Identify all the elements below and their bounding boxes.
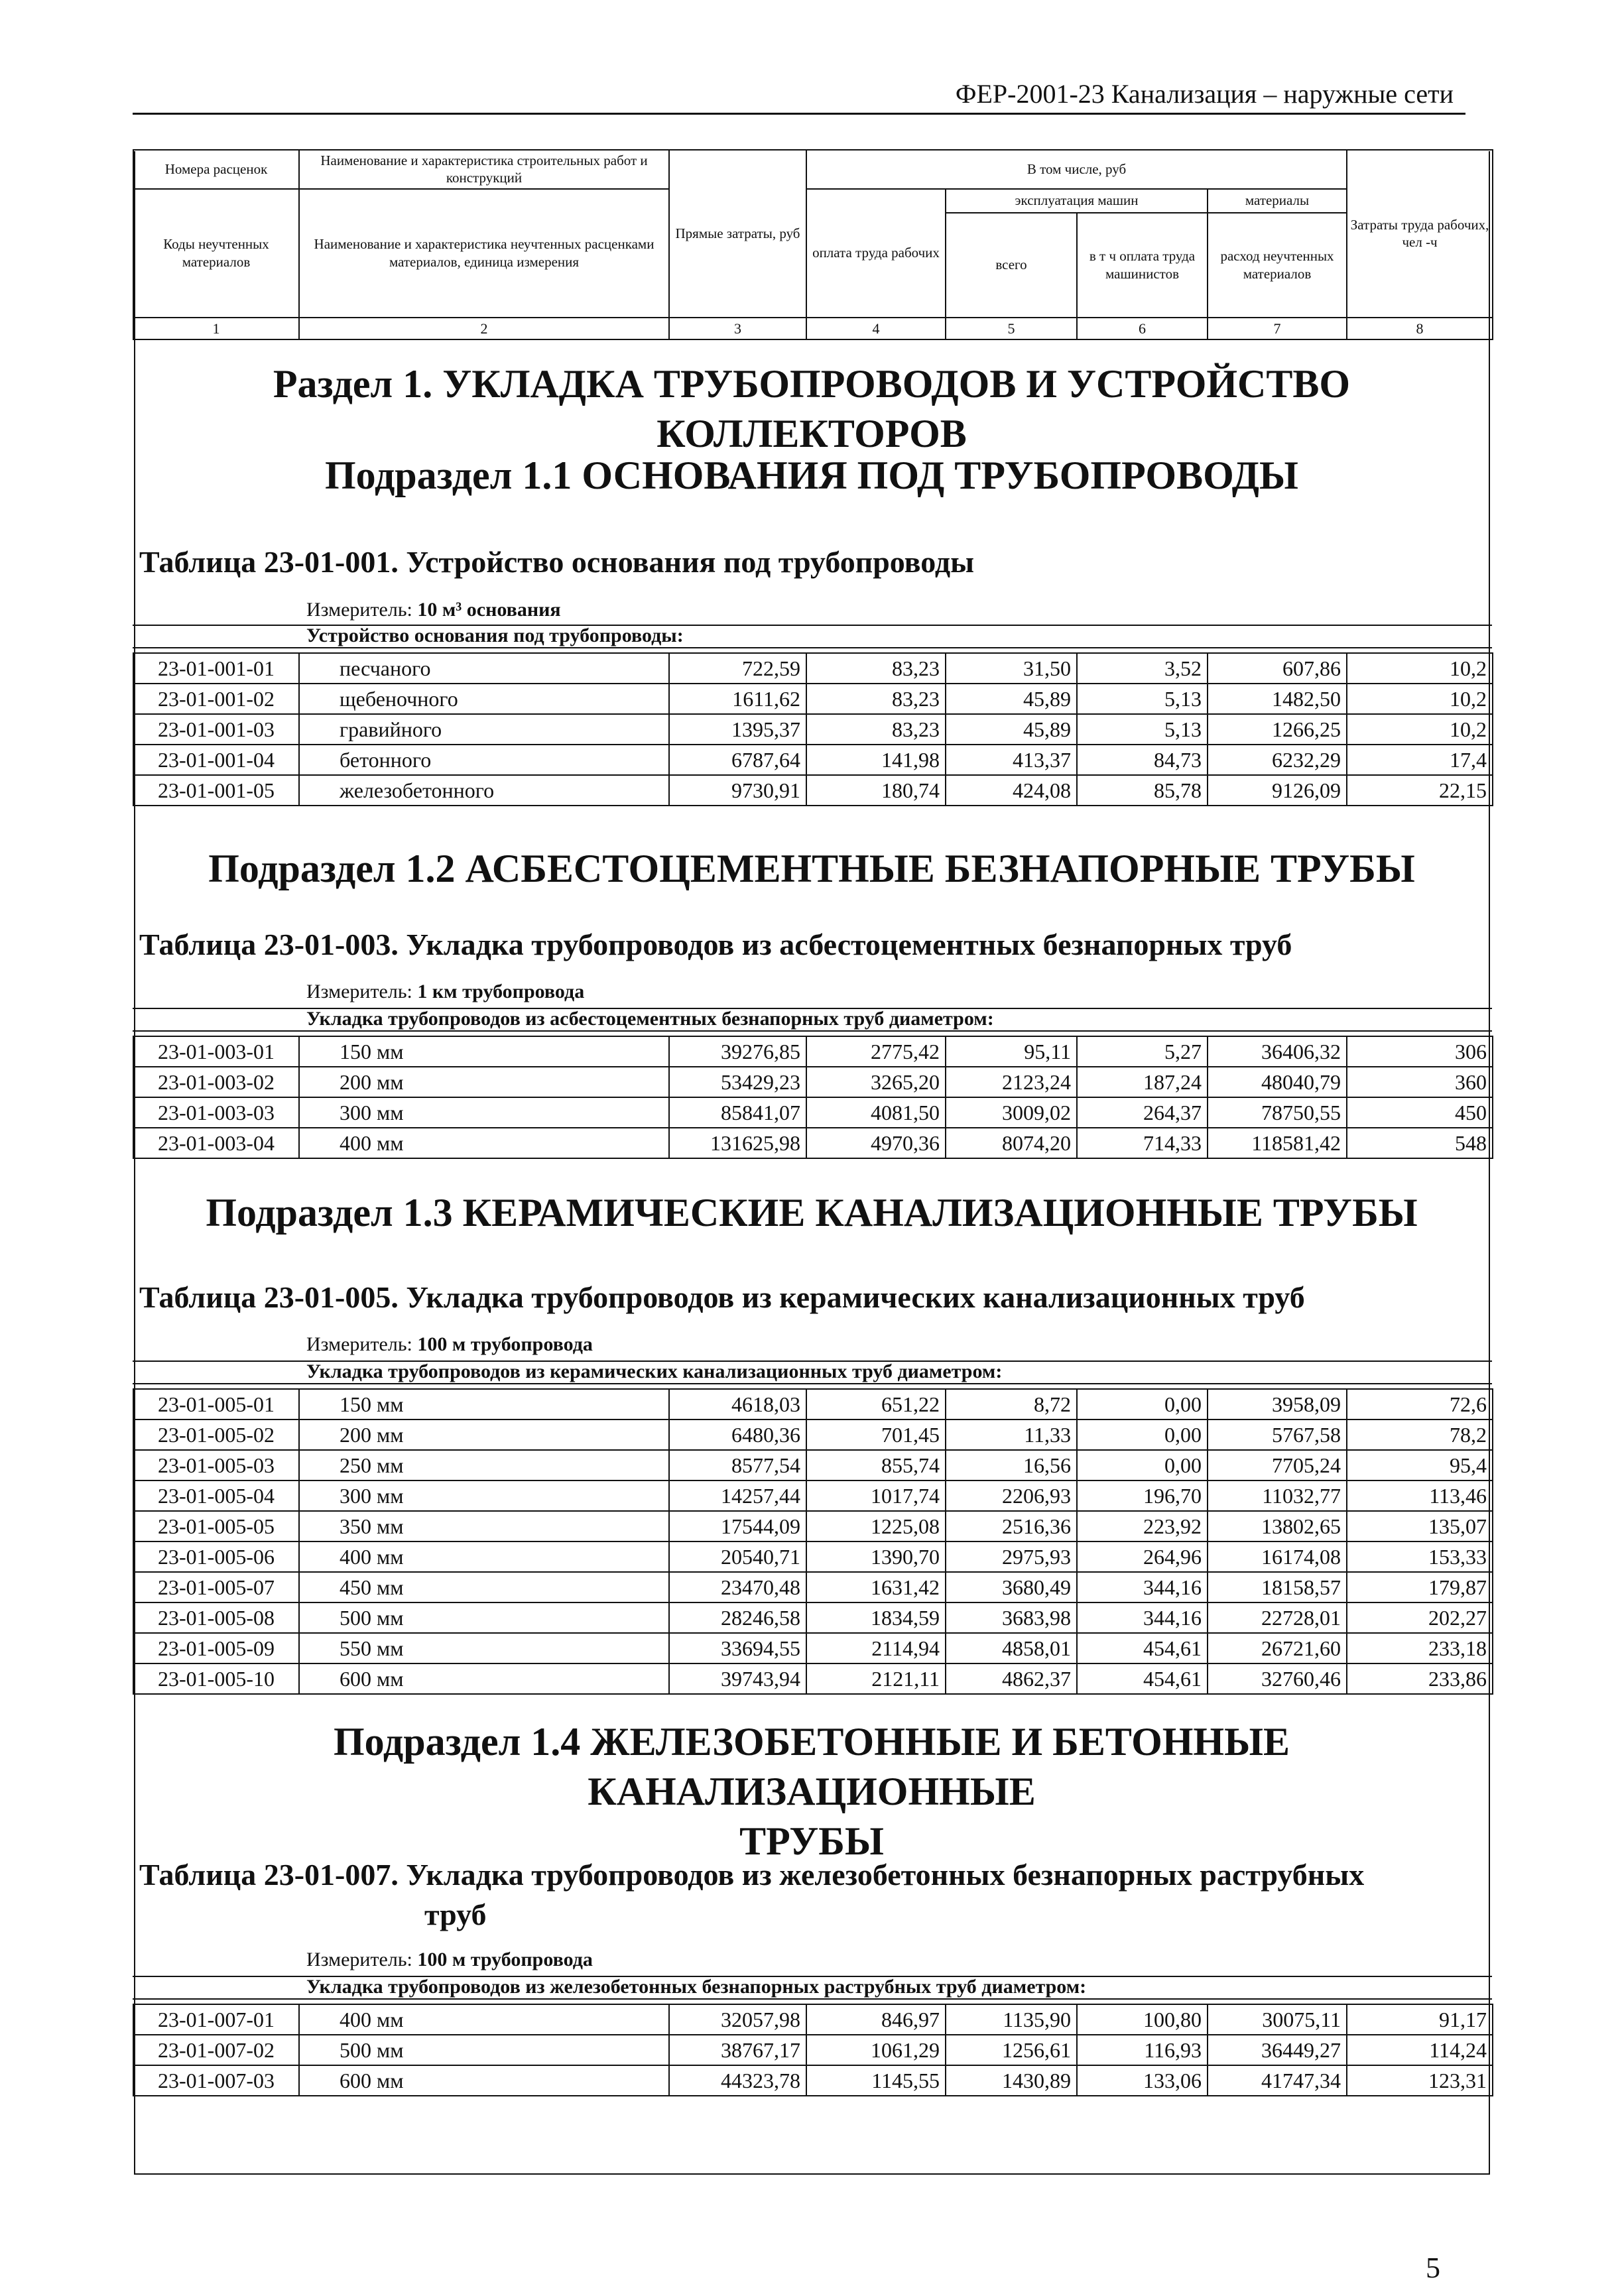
direct-cost: 131625,98 bbox=[669, 1128, 806, 1158]
labor-hours: 17,4 bbox=[1347, 745, 1493, 775]
materials-cost: 1482,50 bbox=[1208, 684, 1347, 714]
machines-total: 3680,49 bbox=[946, 1572, 1077, 1602]
group-label: Укладка трубопроводов из керамических канализационных труб диаметром: bbox=[133, 1360, 1492, 1384]
group-label: Устройство основания под трубопроводы: bbox=[133, 625, 1492, 648]
machinist-pay: 116,93 bbox=[1077, 2035, 1208, 2065]
machinist-pay: 5,13 bbox=[1077, 714, 1208, 745]
labor-hours: 91,17 bbox=[1347, 2004, 1493, 2035]
direct-cost: 23470,48 bbox=[669, 1572, 806, 1602]
worker-pay: 855,74 bbox=[806, 1450, 946, 1480]
header-machines-total: всего bbox=[946, 213, 1077, 318]
header-including: В том числе, руб bbox=[806, 150, 1347, 189]
machines-total: 1430,89 bbox=[946, 2065, 1077, 2096]
worker-pay: 2775,42 bbox=[806, 1036, 946, 1067]
rate-code: 23-01-001-01 bbox=[133, 653, 299, 684]
group-label: Укладка трубопроводов из железобетонных безнапорных раструбных труб диаметром: bbox=[133, 1976, 1492, 2000]
materials-cost: 9126,09 bbox=[1208, 775, 1347, 806]
labor-hours: 233,18 bbox=[1347, 1633, 1493, 1663]
direct-cost: 33694,55 bbox=[669, 1633, 806, 1663]
machinist-pay: 85,78 bbox=[1077, 775, 1208, 806]
labor-hours: 113,46 bbox=[1347, 1480, 1493, 1511]
table-row bbox=[133, 1128, 1493, 1158]
machinist-pay: 0,00 bbox=[1077, 1389, 1208, 1420]
column-number: 5 bbox=[946, 318, 1077, 340]
rate-code: 23-01-003-02 bbox=[133, 1067, 299, 1097]
rate-name: гравийного bbox=[299, 714, 669, 745]
header-labor-costs: Затраты труда рабочих, чел -ч bbox=[1347, 150, 1493, 318]
header-material-consumption: расход неучтенных материалов bbox=[1208, 213, 1347, 318]
direct-cost: 39276,85 bbox=[669, 1036, 806, 1067]
machinist-pay: 454,61 bbox=[1077, 1633, 1208, 1663]
header-divider bbox=[133, 113, 1465, 115]
subsection-title: Подраздел 1.3 КЕРАМИЧЕСКИЕ КАНАЛИЗАЦИОННЫЕ ТРУБЫ bbox=[206, 1191, 1418, 1235]
materials-cost: 41747,34 bbox=[1208, 2065, 1347, 2096]
table-row bbox=[133, 1511, 1493, 1541]
machines-total: 11,33 bbox=[946, 1420, 1077, 1450]
materials-cost: 18158,57 bbox=[1208, 1572, 1347, 1602]
labor-hours: 548 bbox=[1347, 1128, 1493, 1158]
machines-total: 1135,90 bbox=[946, 2004, 1077, 2035]
document-header: ФЕР-2001-23 Канализация – наружные сети bbox=[955, 79, 1454, 109]
materials-cost: 13802,65 bbox=[1208, 1511, 1347, 1541]
direct-cost: 6480,36 bbox=[669, 1420, 806, 1450]
machines-total: 1256,61 bbox=[946, 2035, 1077, 2065]
rate-name: 150 мм bbox=[299, 1036, 669, 1067]
rate-name: 550 мм bbox=[299, 1633, 669, 1663]
machinist-pay: 344,16 bbox=[1077, 1572, 1208, 1602]
table-row bbox=[133, 714, 1493, 745]
machinist-pay: 84,73 bbox=[1077, 745, 1208, 775]
machinist-pay: 3,52 bbox=[1077, 653, 1208, 684]
rate-code: 23-01-001-02 bbox=[133, 684, 299, 714]
table-row bbox=[133, 653, 1493, 684]
labor-hours: 78,2 bbox=[1347, 1420, 1493, 1450]
materials-cost: 36449,27 bbox=[1208, 2035, 1347, 2065]
header-work-name: Наименование и характеристика строительных работ и конструкций bbox=[299, 150, 669, 189]
materials-cost: 6232,29 bbox=[1208, 745, 1347, 775]
header-material-name: Наименование и характеристика неучтенных расценками материалов, единица измерения bbox=[299, 189, 669, 318]
machines-total: 424,08 bbox=[946, 775, 1077, 806]
rate-code: 23-01-005-03 bbox=[133, 1450, 299, 1480]
worker-pay: 180,74 bbox=[806, 775, 946, 806]
machines-total: 3009,02 bbox=[946, 1097, 1077, 1128]
worker-pay: 4970,36 bbox=[806, 1128, 946, 1158]
subsection-title: Подраздел 1.4 ЖЕЛЕЗОБЕТОННЫЕ И БЕТОННЫЕ КАНАЛИЗАЦИОННЫЕ ТРУБЫ bbox=[333, 1720, 1290, 1863]
materials-cost: 7705,24 bbox=[1208, 1450, 1347, 1480]
column-number: 2 bbox=[299, 318, 669, 340]
rate-code: 23-01-001-03 bbox=[133, 714, 299, 745]
direct-cost: 85841,07 bbox=[669, 1097, 806, 1128]
page-number: 5 bbox=[1426, 2252, 1440, 2284]
materials-cost: 16174,08 bbox=[1208, 1541, 1347, 1572]
direct-cost: 39743,94 bbox=[669, 1663, 806, 1694]
table-row bbox=[133, 1036, 1493, 1067]
materials-cost: 3958,09 bbox=[1208, 1389, 1347, 1420]
header-machinist-pay: в т ч оплата труда машинистов bbox=[1077, 213, 1208, 318]
rate-name: бетонного bbox=[299, 745, 669, 775]
direct-cost: 4618,03 bbox=[669, 1389, 806, 1420]
rate-code: 23-01-003-04 bbox=[133, 1128, 299, 1158]
machinist-pay: 264,37 bbox=[1077, 1097, 1208, 1128]
subsection-title: Подраздел 1.1 ОСНОВАНИЯ ПОД ТРУБОПРОВОДЫ bbox=[325, 453, 1298, 497]
machines-total: 2975,93 bbox=[946, 1541, 1077, 1572]
subsection-title: Подраздел 1.2 АСБЕСТОЦЕМЕНТНЫЕ БЕЗНАПОРНЫЕ ТРУБЫ bbox=[208, 847, 1415, 890]
machinist-pay: 264,96 bbox=[1077, 1541, 1208, 1572]
header-machines: эксплуатация машин bbox=[946, 189, 1208, 213]
column-number: 6 bbox=[1077, 318, 1208, 340]
labor-hours: 10,2 bbox=[1347, 653, 1493, 684]
worker-pay: 2114,94 bbox=[806, 1633, 946, 1663]
machines-total: 45,89 bbox=[946, 684, 1077, 714]
worker-pay: 3265,20 bbox=[806, 1067, 946, 1097]
materials-cost: 32760,46 bbox=[1208, 1663, 1347, 1694]
table-row bbox=[133, 1097, 1493, 1128]
machines-total: 2123,24 bbox=[946, 1067, 1077, 1097]
labor-hours: 72,6 bbox=[1347, 1389, 1493, 1420]
worker-pay: 1225,08 bbox=[806, 1511, 946, 1541]
machines-total: 413,37 bbox=[946, 745, 1077, 775]
labor-hours: 306 bbox=[1347, 1036, 1493, 1067]
column-number: 3 bbox=[669, 318, 806, 340]
column-number: 1 bbox=[133, 318, 299, 340]
measure-unit: Измеритель: 10 м³ основания bbox=[306, 599, 561, 621]
table-row bbox=[133, 1572, 1493, 1602]
machinist-pay: 0,00 bbox=[1077, 1420, 1208, 1450]
rate-name: 200 мм bbox=[299, 1067, 669, 1097]
machinist-pay: 100,80 bbox=[1077, 2004, 1208, 2035]
direct-cost: 32057,98 bbox=[669, 2004, 806, 2035]
rate-code: 23-01-005-06 bbox=[133, 1541, 299, 1572]
labor-hours: 233,86 bbox=[1347, 1663, 1493, 1694]
rate-code: 23-01-001-04 bbox=[133, 745, 299, 775]
header-material-codes: Коды неучтенных материалов bbox=[133, 189, 299, 318]
machines-total: 2516,36 bbox=[946, 1511, 1077, 1541]
labor-hours: 153,33 bbox=[1347, 1541, 1493, 1572]
rate-name: железобетонного bbox=[299, 775, 669, 806]
rate-code: 23-01-005-07 bbox=[133, 1572, 299, 1602]
labor-hours: 10,2 bbox=[1347, 684, 1493, 714]
rate-name: 350 мм bbox=[299, 1511, 669, 1541]
labor-hours: 135,07 bbox=[1347, 1511, 1493, 1541]
rate-code: 23-01-005-05 bbox=[133, 1511, 299, 1541]
machines-total: 4862,37 bbox=[946, 1663, 1077, 1694]
header-direct-costs: Прямые затраты, руб bbox=[669, 150, 806, 318]
labor-hours: 22,15 bbox=[1347, 775, 1493, 806]
machines-total: 16,56 bbox=[946, 1450, 1077, 1480]
table-title: Таблица 23-01-003. Укладка трубопроводов из асбестоцементных безнапорных труб bbox=[139, 928, 1292, 961]
materials-cost: 78750,55 bbox=[1208, 1097, 1347, 1128]
rate-code: 23-01-005-08 bbox=[133, 1602, 299, 1633]
materials-cost: 36406,32 bbox=[1208, 1036, 1347, 1067]
table-row bbox=[133, 1480, 1493, 1511]
worker-pay: 651,22 bbox=[806, 1389, 946, 1420]
machinist-pay: 187,24 bbox=[1077, 1067, 1208, 1097]
worker-pay: 2121,11 bbox=[806, 1663, 946, 1694]
machinist-pay: 454,61 bbox=[1077, 1663, 1208, 1694]
rate-name: щебеночного bbox=[299, 684, 669, 714]
rates-table bbox=[133, 1036, 1493, 1159]
machinist-pay: 344,16 bbox=[1077, 1602, 1208, 1633]
worker-pay: 141,98 bbox=[806, 745, 946, 775]
rate-code: 23-01-003-03 bbox=[133, 1097, 299, 1128]
rates-table bbox=[133, 2004, 1493, 2096]
rate-code: 23-01-005-10 bbox=[133, 1663, 299, 1694]
machines-total: 8,72 bbox=[946, 1389, 1077, 1420]
direct-cost: 53429,23 bbox=[669, 1067, 806, 1097]
table-row bbox=[133, 745, 1493, 775]
labor-hours: 10,2 bbox=[1347, 714, 1493, 745]
rate-name: 600 мм bbox=[299, 1663, 669, 1694]
rate-code: 23-01-005-01 bbox=[133, 1389, 299, 1420]
worker-pay: 846,97 bbox=[806, 2004, 946, 2035]
rate-code: 23-01-005-09 bbox=[133, 1633, 299, 1663]
direct-cost: 38767,17 bbox=[669, 2035, 806, 2065]
direct-cost: 8577,54 bbox=[669, 1450, 806, 1480]
table-row bbox=[133, 2065, 1493, 2096]
rate-name: 400 мм bbox=[299, 1128, 669, 1158]
worker-pay: 1017,74 bbox=[806, 1480, 946, 1511]
worker-pay: 83,23 bbox=[806, 714, 946, 745]
rate-name: 450 мм bbox=[299, 1572, 669, 1602]
table-title: Таблица 23-01-007. Укладка трубопроводов из железобетонных безнапорных раструбных труб bbox=[139, 1858, 1365, 1931]
worker-pay: 1061,29 bbox=[806, 2035, 946, 2065]
header-rate-numbers: Номера расценок bbox=[133, 150, 299, 189]
rate-name: 300 мм bbox=[299, 1480, 669, 1511]
machines-total: 8074,20 bbox=[946, 1128, 1077, 1158]
machines-total: 2206,93 bbox=[946, 1480, 1077, 1511]
direct-cost: 20540,71 bbox=[669, 1541, 806, 1572]
labor-hours: 202,27 bbox=[1347, 1602, 1493, 1633]
table-row bbox=[133, 1067, 1493, 1097]
rate-name: 600 мм bbox=[299, 2065, 669, 2096]
table-row bbox=[133, 2004, 1493, 2035]
rate-name: 400 мм bbox=[299, 1541, 669, 1572]
machinist-pay: 5,27 bbox=[1077, 1036, 1208, 1067]
machines-total: 4858,01 bbox=[946, 1633, 1077, 1663]
direct-cost: 6787,64 bbox=[669, 745, 806, 775]
materials-cost: 1266,25 bbox=[1208, 714, 1347, 745]
table-row bbox=[133, 1420, 1493, 1450]
machinist-pay: 714,33 bbox=[1077, 1128, 1208, 1158]
machines-total: 95,11 bbox=[946, 1036, 1077, 1067]
worker-pay: 83,23 bbox=[806, 653, 946, 684]
column-number: 7 bbox=[1208, 318, 1347, 340]
machines-total: 3683,98 bbox=[946, 1602, 1077, 1633]
table-row bbox=[133, 775, 1493, 806]
worker-pay: 1834,59 bbox=[806, 1602, 946, 1633]
labor-hours: 95,4 bbox=[1347, 1450, 1493, 1480]
table-title: Таблица 23-01-005. Укладка трубопроводов из керамических канализационных труб bbox=[139, 1280, 1305, 1314]
rate-name: 500 мм bbox=[299, 2035, 669, 2065]
worker-pay: 1390,70 bbox=[806, 1541, 946, 1572]
machines-total: 31,50 bbox=[946, 653, 1077, 684]
group-label: Укладка трубопроводов из асбестоцементных безнапорных труб диаметром: bbox=[133, 1008, 1492, 1032]
rate-name: 250 мм bbox=[299, 1450, 669, 1480]
direct-cost: 44323,78 bbox=[669, 2065, 806, 2096]
rates-table bbox=[133, 1388, 1493, 1695]
rate-name: 500 мм bbox=[299, 1602, 669, 1633]
labor-hours: 360 bbox=[1347, 1067, 1493, 1097]
table-row bbox=[133, 684, 1493, 714]
materials-cost: 26721,60 bbox=[1208, 1633, 1347, 1663]
measure-unit: Измеритель: 1 км трубопровода bbox=[306, 981, 585, 1002]
worker-pay: 83,23 bbox=[806, 684, 946, 714]
rate-code: 23-01-007-02 bbox=[133, 2035, 299, 2065]
machinist-pay: 0,00 bbox=[1077, 1450, 1208, 1480]
rate-name: 150 мм bbox=[299, 1389, 669, 1420]
table-row bbox=[133, 1450, 1493, 1480]
labor-hours: 114,24 bbox=[1347, 2035, 1493, 2065]
materials-cost: 48040,79 bbox=[1208, 1067, 1347, 1097]
column-header-table bbox=[133, 149, 1493, 340]
rate-name: 200 мм bbox=[299, 1420, 669, 1450]
rate-code: 23-01-005-04 bbox=[133, 1480, 299, 1511]
labor-hours: 179,87 bbox=[1347, 1572, 1493, 1602]
table-row bbox=[133, 2035, 1493, 2065]
rate-name: 300 мм bbox=[299, 1097, 669, 1128]
table-row bbox=[133, 1633, 1493, 1663]
machinist-pay: 196,70 bbox=[1077, 1480, 1208, 1511]
rate-code: 23-01-007-03 bbox=[133, 2065, 299, 2096]
worker-pay: 701,45 bbox=[806, 1420, 946, 1450]
machinist-pay: 223,92 bbox=[1077, 1511, 1208, 1541]
labor-hours: 123,31 bbox=[1347, 2065, 1493, 2096]
section-title: Раздел 1. УКЛАДКА ТРУБОПРОВОДОВ И УСТРОЙСТВО КОЛЛЕКТОРОВ bbox=[273, 362, 1351, 455]
rate-code: 23-01-007-01 bbox=[133, 2004, 299, 2035]
rates-table bbox=[133, 652, 1493, 806]
direct-cost: 1395,37 bbox=[669, 714, 806, 745]
rate-name: песчаного bbox=[299, 653, 669, 684]
materials-cost: 30075,11 bbox=[1208, 2004, 1347, 2035]
table-row bbox=[133, 1389, 1493, 1420]
direct-cost: 722,59 bbox=[669, 653, 806, 684]
materials-cost: 22728,01 bbox=[1208, 1602, 1347, 1633]
direct-cost: 9730,91 bbox=[669, 775, 806, 806]
rate-name: 400 мм bbox=[299, 2004, 669, 2035]
header-worker-pay: оплата труда рабочих bbox=[806, 189, 946, 318]
materials-cost: 118581,42 bbox=[1208, 1128, 1347, 1158]
worker-pay: 1145,55 bbox=[806, 2065, 946, 2096]
table-row bbox=[133, 1541, 1493, 1572]
measure-unit: Измеритель: 100 м трубопровода bbox=[306, 1949, 593, 1970]
header-materials: материалы bbox=[1208, 189, 1347, 213]
direct-cost: 17544,09 bbox=[669, 1511, 806, 1541]
machinist-pay: 133,06 bbox=[1077, 2065, 1208, 2096]
materials-cost: 607,86 bbox=[1208, 653, 1347, 684]
direct-cost: 14257,44 bbox=[669, 1480, 806, 1511]
worker-pay: 4081,50 bbox=[806, 1097, 946, 1128]
rate-code: 23-01-001-05 bbox=[133, 775, 299, 806]
rate-code: 23-01-003-01 bbox=[133, 1036, 299, 1067]
rate-code: 23-01-005-02 bbox=[133, 1420, 299, 1450]
machinist-pay: 5,13 bbox=[1077, 684, 1208, 714]
table-title: Таблица 23-01-001. Устройство основания под трубопроводы bbox=[139, 545, 975, 579]
direct-cost: 1611,62 bbox=[669, 684, 806, 714]
column-number: 8 bbox=[1347, 318, 1493, 340]
table-row bbox=[133, 1663, 1493, 1694]
table-row bbox=[133, 1602, 1493, 1633]
direct-cost: 28246,58 bbox=[669, 1602, 806, 1633]
measure-unit: Измеритель: 100 м трубопровода bbox=[306, 1333, 593, 1355]
worker-pay: 1631,42 bbox=[806, 1572, 946, 1602]
materials-cost: 11032,77 bbox=[1208, 1480, 1347, 1511]
labor-hours: 450 bbox=[1347, 1097, 1493, 1128]
column-number: 4 bbox=[806, 318, 946, 340]
materials-cost: 5767,58 bbox=[1208, 1420, 1347, 1450]
machines-total: 45,89 bbox=[946, 714, 1077, 745]
